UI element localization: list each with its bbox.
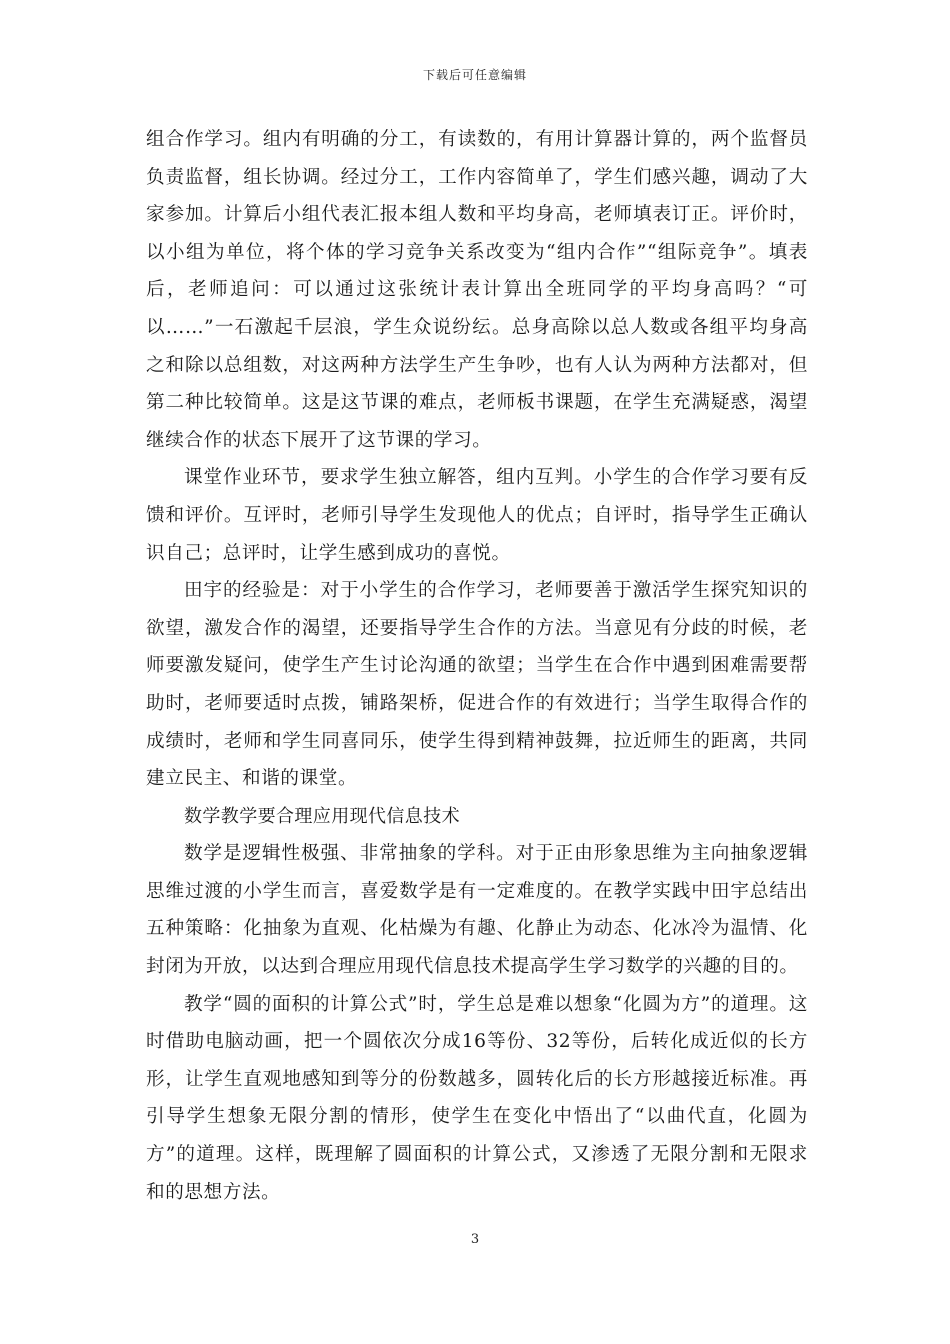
page-header: 下载后可任意编辑 (422, 68, 527, 82)
body-paragraph: 田宇的经验是：对于小学生的合作学习，老师要善于激活学生探究知识的欲望，激发合作的渴望，还要指导学生合作的方法。当意见有分歧的时候，老师要激发疑问，使学生产生讨论沟通的欲望；当学生在合作中遇到困难需要帮助时，老师要适时点拨，铺路架桥，促进合作的有效进行；当学生取得合作的成绩时，老师和学生同喜同乐，使学生得到精神鼓舞，拉近师生的距离，共同建立民主、和谐的课堂。 (146, 580, 808, 790)
body-paragraph: 组合作学习。组内有明确的分工，有读数的，有用计算器计算的，两个监督员负责监督，组长协调。经过分工，工作内容简单了，学生们感兴趣，调动了大家参加。计算后小组代表汇报本组人数和平均身高，老师填表订正。评价时，以小组为单位，将个体的学习竞争关系改变为“组内合作”“组际竞争”。填表后，老师追问：可以通过这张统计表计算出全班同学的平均身高吗？“可以……”一石激起千层浪，学生众说纷纭。总身高除以总人数或各组平均身高之和除以总组数，对这两种方法学生产生争吵，也有人认为两种方法都对，但第二种比较简单。这是这节课的难点，老师板书课题，在学生充满疑惑，渴望继续合作的状态下展开了这节课的学习。 (146, 129, 808, 451)
section-heading: 数学教学要合理应用现代信息技术 (184, 805, 460, 827)
body-paragraph: 数学是逻辑性极强、非常抽象的学科。对于正由形象思维为主向抽象逻辑思维过渡的小学生而言，喜爱数学是有一定难度的。在教学实践中田宇总结出五种策略：化抽象为直观、化枯燥为有趣、化静止为动态、化冰冷为温情、化封闭为开放，以达到合理应用现代信息技术提高学生学习数学的兴趣的目的。 (146, 843, 808, 978)
page-number: 3 (470, 1232, 480, 1247)
body-paragraph: 教学“圆的面积的计算公式”时，学生总是难以想象“化圆为方”的道理。这时借助电脑动画，把一个圆依次分成16等份、32等份，后转化成近似的长方形，让学生直观地感知到等分的份数越多，圆转化后的长方形越接近标准。再引导学生想象无限分割的情形，使学生在变化中悟出了“以曲代直，化圆为方”的道理。这样，既理解了圆面积的计算公式，又渗透了无限分割和无限求和的思想方法。 (146, 993, 808, 1203)
body-paragraph: 课堂作业环节，要求学生独立解答，组内互判。小学生的合作学习要有反馈和评价。互评时，老师引导学生发现他人的优点；自评时，指导学生正确认识自己；总评时，让学生感到成功的喜悦。 (146, 467, 808, 564)
document-body (146, 121, 808, 1211)
